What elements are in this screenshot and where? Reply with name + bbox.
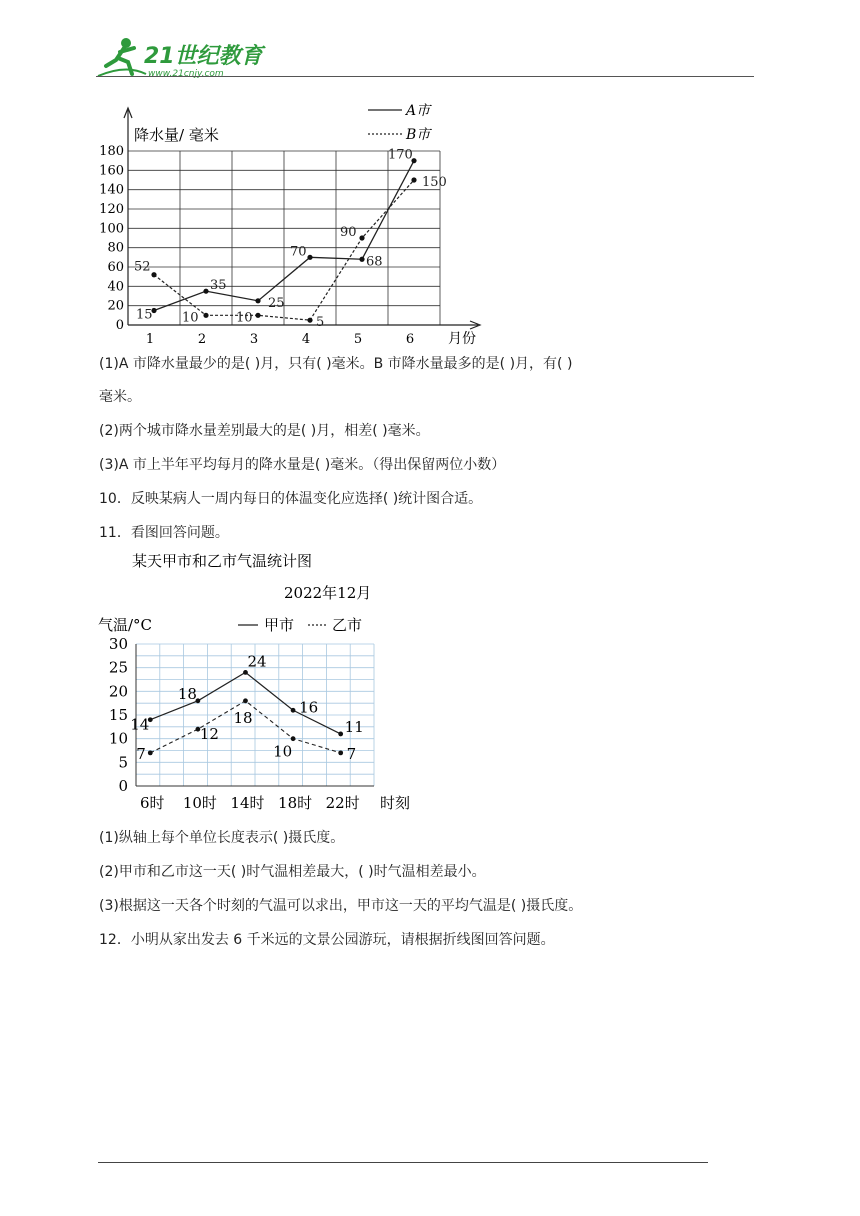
question-10: 10．反映某病人一周内每日的体温变化应选择( )统计图合适。: [99, 491, 483, 507]
data-label-a: 70: [290, 244, 307, 260]
x-tick-label: 3: [249, 332, 259, 346]
x-axis-title: 月份: [448, 331, 476, 346]
data-point-b: [307, 318, 312, 323]
y-axis-title: 气温/°C: [98, 616, 153, 634]
legend-label-a: A市: [406, 103, 431, 119]
data-label-b: 18: [233, 708, 253, 727]
logo-text: 21世纪教育: [144, 44, 263, 69]
legend-label-b: B市: [406, 127, 431, 143]
logo: [96, 34, 266, 80]
y-tick-label: 80: [107, 240, 124, 256]
data-point-b: [243, 698, 248, 703]
data-label-b: 52: [134, 259, 151, 275]
question-9-1: (1)A 市降水量最少的是( )月，只有( )毫米。B 市降水量最多的是( )月，有( ): [99, 356, 573, 372]
data-point-b: [255, 313, 260, 318]
question-12: 12．小明从家出发去 6 千米远的文景公园游玩，请根据折线图回答问题。: [99, 932, 555, 948]
data-point-a: [243, 670, 248, 675]
data-label-a: 25: [268, 295, 285, 311]
data-label-b: 10: [236, 310, 253, 326]
chart-title: 某天甲市和乙市气温统计图: [132, 552, 313, 570]
footer-rule: [98, 1162, 708, 1163]
data-label-b: 7: [136, 744, 146, 763]
x-tick-label: 5: [353, 332, 363, 346]
y-tick-label: 0: [115, 318, 124, 333]
y-tick-label: 20: [107, 298, 124, 314]
data-point-a: [203, 289, 208, 294]
x-tick-label: 4: [301, 332, 311, 346]
data-point-a: [255, 298, 260, 303]
x-tick-label: 22时: [325, 794, 360, 812]
data-label-b: 10: [273, 742, 293, 761]
question-11: 11．看图回答问题。: [99, 525, 229, 541]
x-axis-title: 时刻: [380, 794, 411, 812]
y-axis-title: 降水量/ 毫米: [134, 126, 219, 144]
y-tick-label: 10: [108, 729, 128, 748]
y-tick-label: 0: [118, 777, 128, 795]
y-tick-label: 40: [107, 279, 124, 295]
y-tick-label: 100: [99, 221, 124, 237]
question-9-2: (2)两个城市降水量差别最大的是( )月，相差( )毫米。: [99, 423, 430, 439]
data-label-b: 5: [316, 315, 325, 331]
data-label-a: 16: [299, 698, 319, 717]
question-9-1-cont: 毫米。: [99, 389, 141, 405]
temperature-chart: [96, 544, 436, 819]
data-label-a: 15: [136, 307, 153, 323]
data-label-b: 12: [199, 725, 219, 744]
y-tick-label: 120: [99, 202, 124, 217]
data-label-a: 24: [247, 652, 267, 671]
question-9-3: (3)A 市上半年平均每月的降水量是( )毫米。（得出保留两位小数）: [99, 457, 506, 473]
data-label-a: 14: [130, 715, 150, 734]
data-label-b: 150: [422, 175, 447, 190]
data-label-a: 18: [177, 684, 197, 703]
data-label-a: 68: [366, 254, 383, 270]
data-point-b: [203, 313, 208, 318]
logo-url: www.21cnjy.com: [148, 69, 224, 79]
x-tick-label: 18时: [278, 794, 313, 812]
legend-label-b: 乙市: [332, 616, 363, 634]
data-label-b: 90: [340, 225, 357, 240]
x-tick-label: 1: [145, 332, 155, 346]
logo-runner-icon: [98, 38, 146, 76]
question-11-2: (2)甲市和乙市这一天( )时气温相差最大，( )时气温相差最小。: [99, 864, 486, 880]
question-11-1: (1)纵轴上每个单位长度表示( )摄氏度。: [99, 830, 345, 846]
y-tick-label: 25: [108, 658, 128, 677]
x-tick-label: 14时: [230, 794, 265, 812]
y-tick-label: 15: [108, 706, 128, 724]
x-tick-label: 6时: [140, 794, 165, 812]
x-tick-label: 2: [197, 332, 207, 346]
data-point-a: [307, 255, 312, 260]
data-point-b: [359, 235, 364, 240]
question-11-3: (3)根据这一天各个时刻的气温可以求出，甲市这一天的平均气温是( )摄氏度。: [99, 898, 583, 914]
data-point-b: [151, 272, 156, 277]
data-point-b: [411, 177, 416, 182]
y-tick-label: 30: [108, 635, 128, 653]
data-label-a: 11: [344, 717, 364, 736]
x-tick-label: 10时: [182, 794, 217, 812]
data-point-b: [291, 736, 296, 741]
y-tick-label: 60: [107, 260, 124, 275]
header-rule: [96, 76, 754, 77]
y-tick-label: 160: [99, 163, 124, 179]
data-point-a: [291, 708, 296, 713]
y-tick-label: 20: [108, 682, 128, 701]
y-tick-label: 5: [118, 753, 128, 772]
data-point-a: [338, 732, 343, 737]
data-point-b: [338, 750, 343, 755]
x-tick-label: 6: [405, 332, 415, 346]
data-label-b: 10: [182, 310, 199, 326]
data-point-b: [148, 750, 153, 755]
precipitation-chart: [96, 96, 496, 346]
chart-subtitle: 2022年12月: [284, 584, 372, 602]
y-tick-label: 180: [99, 144, 124, 159]
legend-label-a: 甲市: [264, 616, 295, 634]
data-point-a: [359, 257, 364, 262]
y-tick-label: 140: [99, 182, 124, 198]
data-label-a: 35: [210, 278, 227, 294]
data-label-a: 170: [388, 147, 413, 163]
data-label-b: 7: [346, 744, 357, 763]
